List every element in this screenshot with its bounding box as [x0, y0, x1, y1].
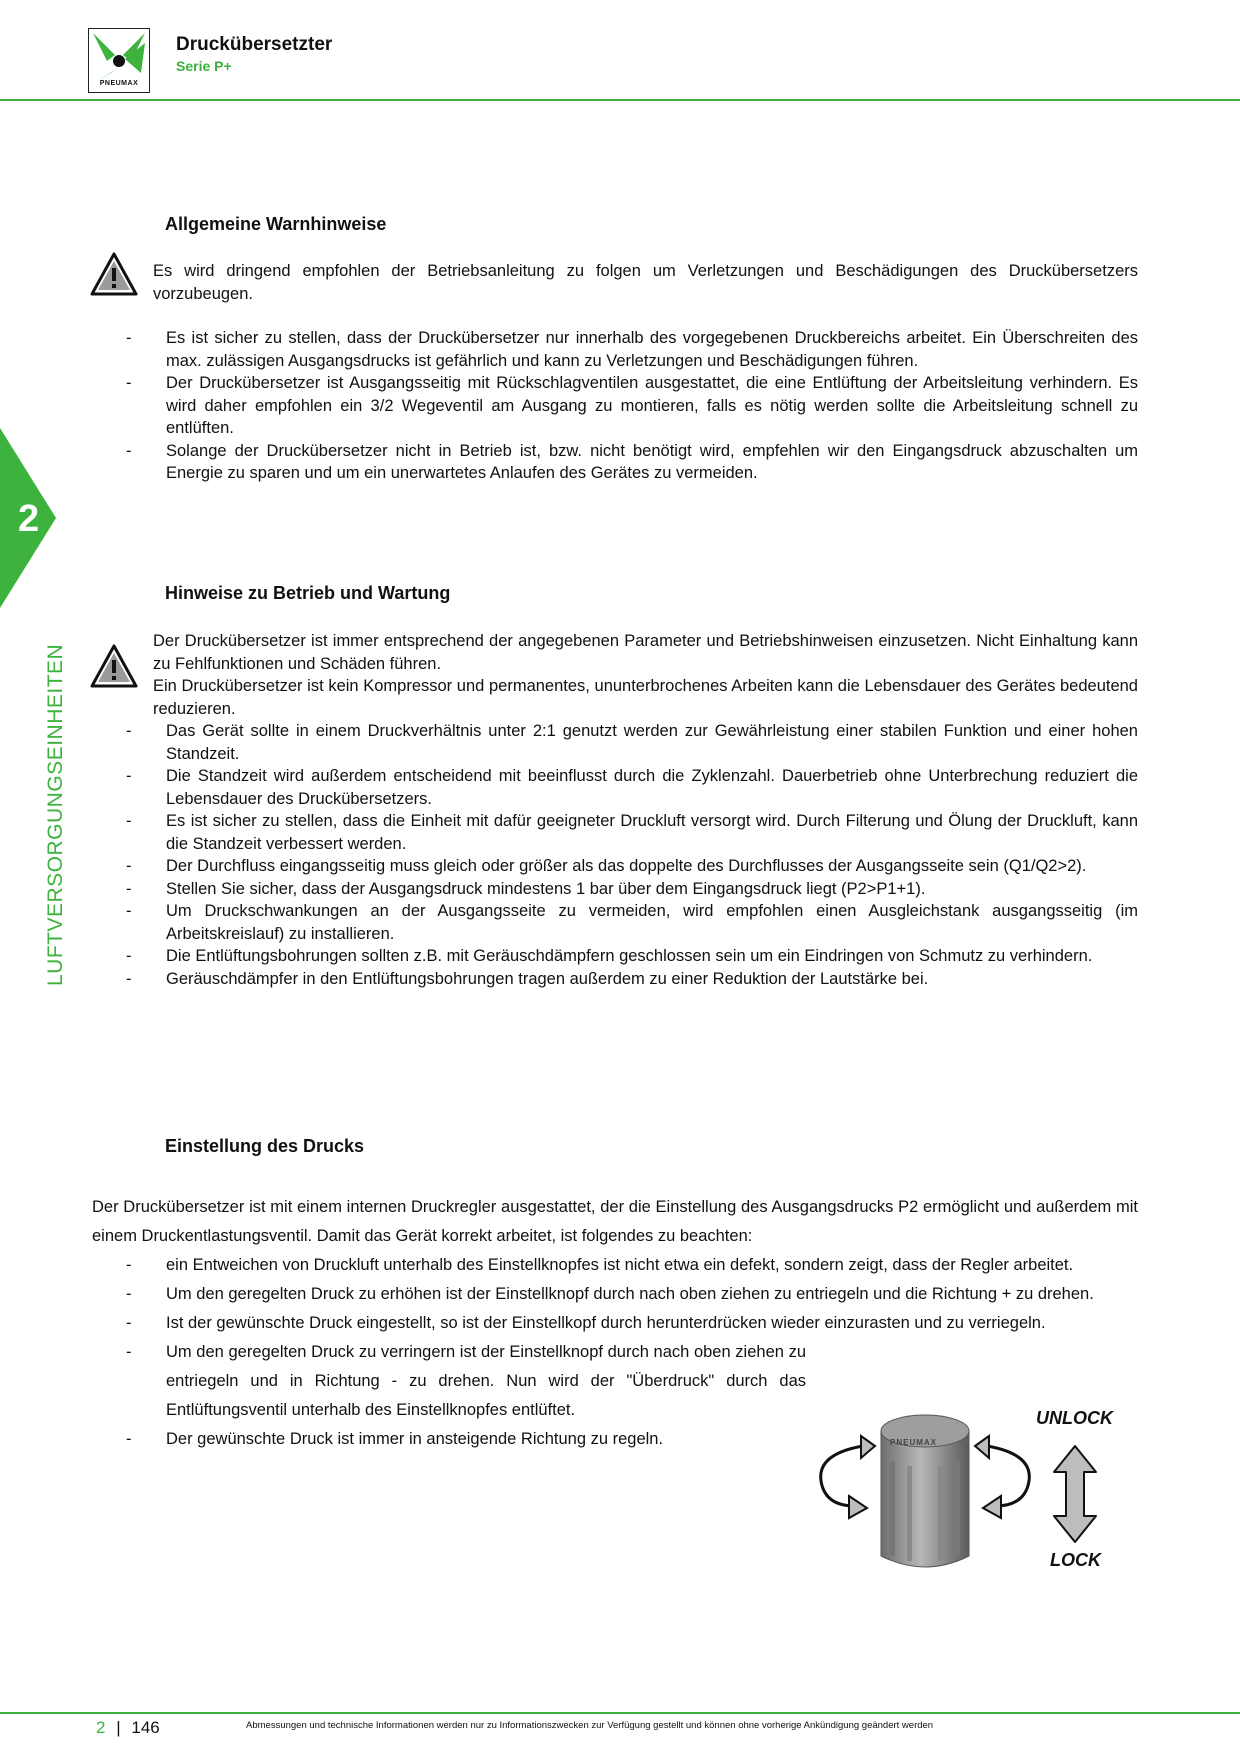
list-item: - Der Durchfluss eingangsseitig muss gleich oder größer als das doppelte des Durchflusses der Ausgangsseite sein (Q1/Q2>2).: [126, 857, 1087, 875]
list-item: - ein Entweichen von Druckluft unterhalb des Einstellknopfes ist nicht etwa ein defekt, sondern zeigt, dass der Regler arbeitet.: [126, 1256, 1074, 1274]
section-heading-pressure-setting: Einstellung des Drucks: [165, 1136, 365, 1156]
adjustment-knob-illustration: [815, 1406, 1055, 1576]
chapter-number-footer: 2: [96, 1718, 106, 1737]
list-item: - Solange der Druckübersetzer nicht in Betrieb ist, bzw. nicht benötigt wird, empfehlen wir den Eingangsdruck abzuschalten um Energie zu sparen und um ein unerwartetes Anlaufen des Gerätes zu vermeiden.: [126, 441, 1138, 482]
section-heading-operation: Hinweise zu Betrieb und Wartung: [165, 583, 451, 603]
list-item: - Der gewünschte Druck ist immer in ansteigende Richtung zu regeln.: [126, 1430, 664, 1448]
list-item: - Ist der gewünschte Druck eingestellt, so ist der Einstellkopf durch herunterdrücken wieder einzurasten und zu verriegeln.: [126, 1314, 1046, 1332]
list-item: - Es ist sicher zu stellen, dass die Einheit mit dafür geeigneter Druckluft versorgt wird. Durch Filterung und Ölung der Druckluft, kann die Standzeit verbessert werden.: [126, 812, 1138, 853]
section2-intro-2: Ein Druckübersetzer ist kein Kompressor und permanentes, ununterbrochenes Arbeiten kann die Lebensdauer des Gerätes bedeutend reduzieren.: [153, 677, 1138, 718]
list-item: - Stellen Sie sicher, dass der Ausgangsdruck mindestens 1 bar über dem Eingangsdruck liegt (P2>P1+1).: [126, 879, 926, 898]
header-title: Druckübersetzter: [176, 34, 333, 55]
knob-brand: PNEUMAX: [890, 1438, 938, 1447]
pneumax-logo: [88, 28, 150, 93]
header-rule: [0, 99, 1240, 101]
up-down-arrow-icon: [1050, 1444, 1100, 1544]
footer-rule: [0, 1712, 1240, 1714]
list-item: - Um den geregelten Druck zu verringern ist der Einstellknopf durch nach oben ziehen zu entriegeln und in Richtung - zu drehen. Nun wird der "Überdruck" durch das Entlüftungsventil unterhalb des Einstellknopfes entlüftet.: [126, 1343, 806, 1419]
section3-intro: Der Druckübersetzer ist mit einem internen Druckregler ausgestattet, der die Einstellung des Ausgangsdrucks P2 ermöglicht und außerdem mit einem Druckentlastungsventil. Damit das Gerät korrekt arbeitet, ist folgendes zu beachten:: [92, 1198, 1138, 1245]
page-number-value: 146: [131, 1718, 160, 1737]
chapter-label: LUFTVERSORGUNGSEINHEITEN: [44, 643, 67, 986]
header-subtitle: Serie P+: [176, 58, 232, 74]
list-item: - Um Druckschwankungen an der Ausgangsseite zu vermeiden, wird empfohlen einen Ausgleichstank ausgangsseitig (im Arbeitskreislauf) zu installieren.: [126, 902, 1138, 943]
list-item: - Es ist sicher zu stellen, dass der Druckübersetzer nur innerhalb des vorgegebenen Druckbereichs arbeitet. Ein Überschreiten des max. zulässigen Ausgangsdrucks ist gefährlich und kann zu Verletzungen und Beschädigungen führen.: [126, 329, 1138, 370]
list-item: - Die Entlüftungsbohrungen sollten z.B. mit Geräuschdämpfern geschlossen sein um ein Eindringen von Schmutz zu verhindern.: [126, 947, 1093, 965]
section1-intro: Es wird dringend empfohlen der Betriebsanleitung zu folgen um Verletzungen und Beschädigungen des Druckübersetzers vorzubeugen.: [153, 262, 1138, 303]
lock-label: LOCK: [1050, 1550, 1101, 1570]
logo-text: PNEUMAX: [99, 80, 139, 87]
footer-note: Abmessungen und technische Informationen werden nur zu Informationszwecken zur Verfügung gestellt und können ohne vorherige Ankündigung geändert werden: [246, 1720, 934, 1731]
list-item: - Die Standzeit wird außerdem entscheidend mit beeinflusst durch die Zyklenzahl. Dauerbetrieb ohne Unterbrechung reduziert die Lebensdauer des Druckübersetzers.: [126, 767, 1138, 808]
warning-icon: [90, 644, 138, 688]
list-item: - Geräuschdämpfer in den Entlüftungsbohrungen tragen außerdem zu einer Reduktion der Lautstärke bei.: [126, 969, 929, 988]
section-heading-warnings: Allgemeine Warnhinweise: [165, 214, 387, 234]
section1-list: [126, 327, 1138, 485]
section2-list: [126, 720, 1138, 990]
list-item: - Das Gerät sollte in einem Druckverhältnis unter 2:1 genutzt werden zur Gewährleistung einer stabilen Funktion und einer hohen Standzeit.: [126, 722, 1138, 763]
unlock-label: UNLOCK: [1036, 1408, 1113, 1428]
list-item: - Um den geregelten Druck zu erhöhen ist der Einstellknopf durch nach oben ziehen zu entriegeln und die Richtung + zu drehen.: [126, 1285, 1094, 1303]
page-number: 2 | 146: [96, 1718, 160, 1737]
section2-intro-1: Der Druckübersetzer ist immer entsprechend der angegebenen Parameter und Betriebshinweisen einzusetzen. Nicht Einhaltung kann zu Fehlfunktionen und Schäden führen.: [153, 632, 1138, 673]
warning-icon: [90, 252, 138, 296]
chapter-number: 2: [18, 498, 40, 540]
list-item: - Der Druckübersetzer ist Ausgangsseitig mit Rückschlagventilen ausgestattet, die eine Entlüftung der Arbeitsleitung verhindern. Es wird daher empfohlen ein 3/2 Wegeventil am Ausgang zu montieren, falls es nötig werden sollte die Arbeitsleitung schnell zu entlüften.: [126, 374, 1138, 437]
